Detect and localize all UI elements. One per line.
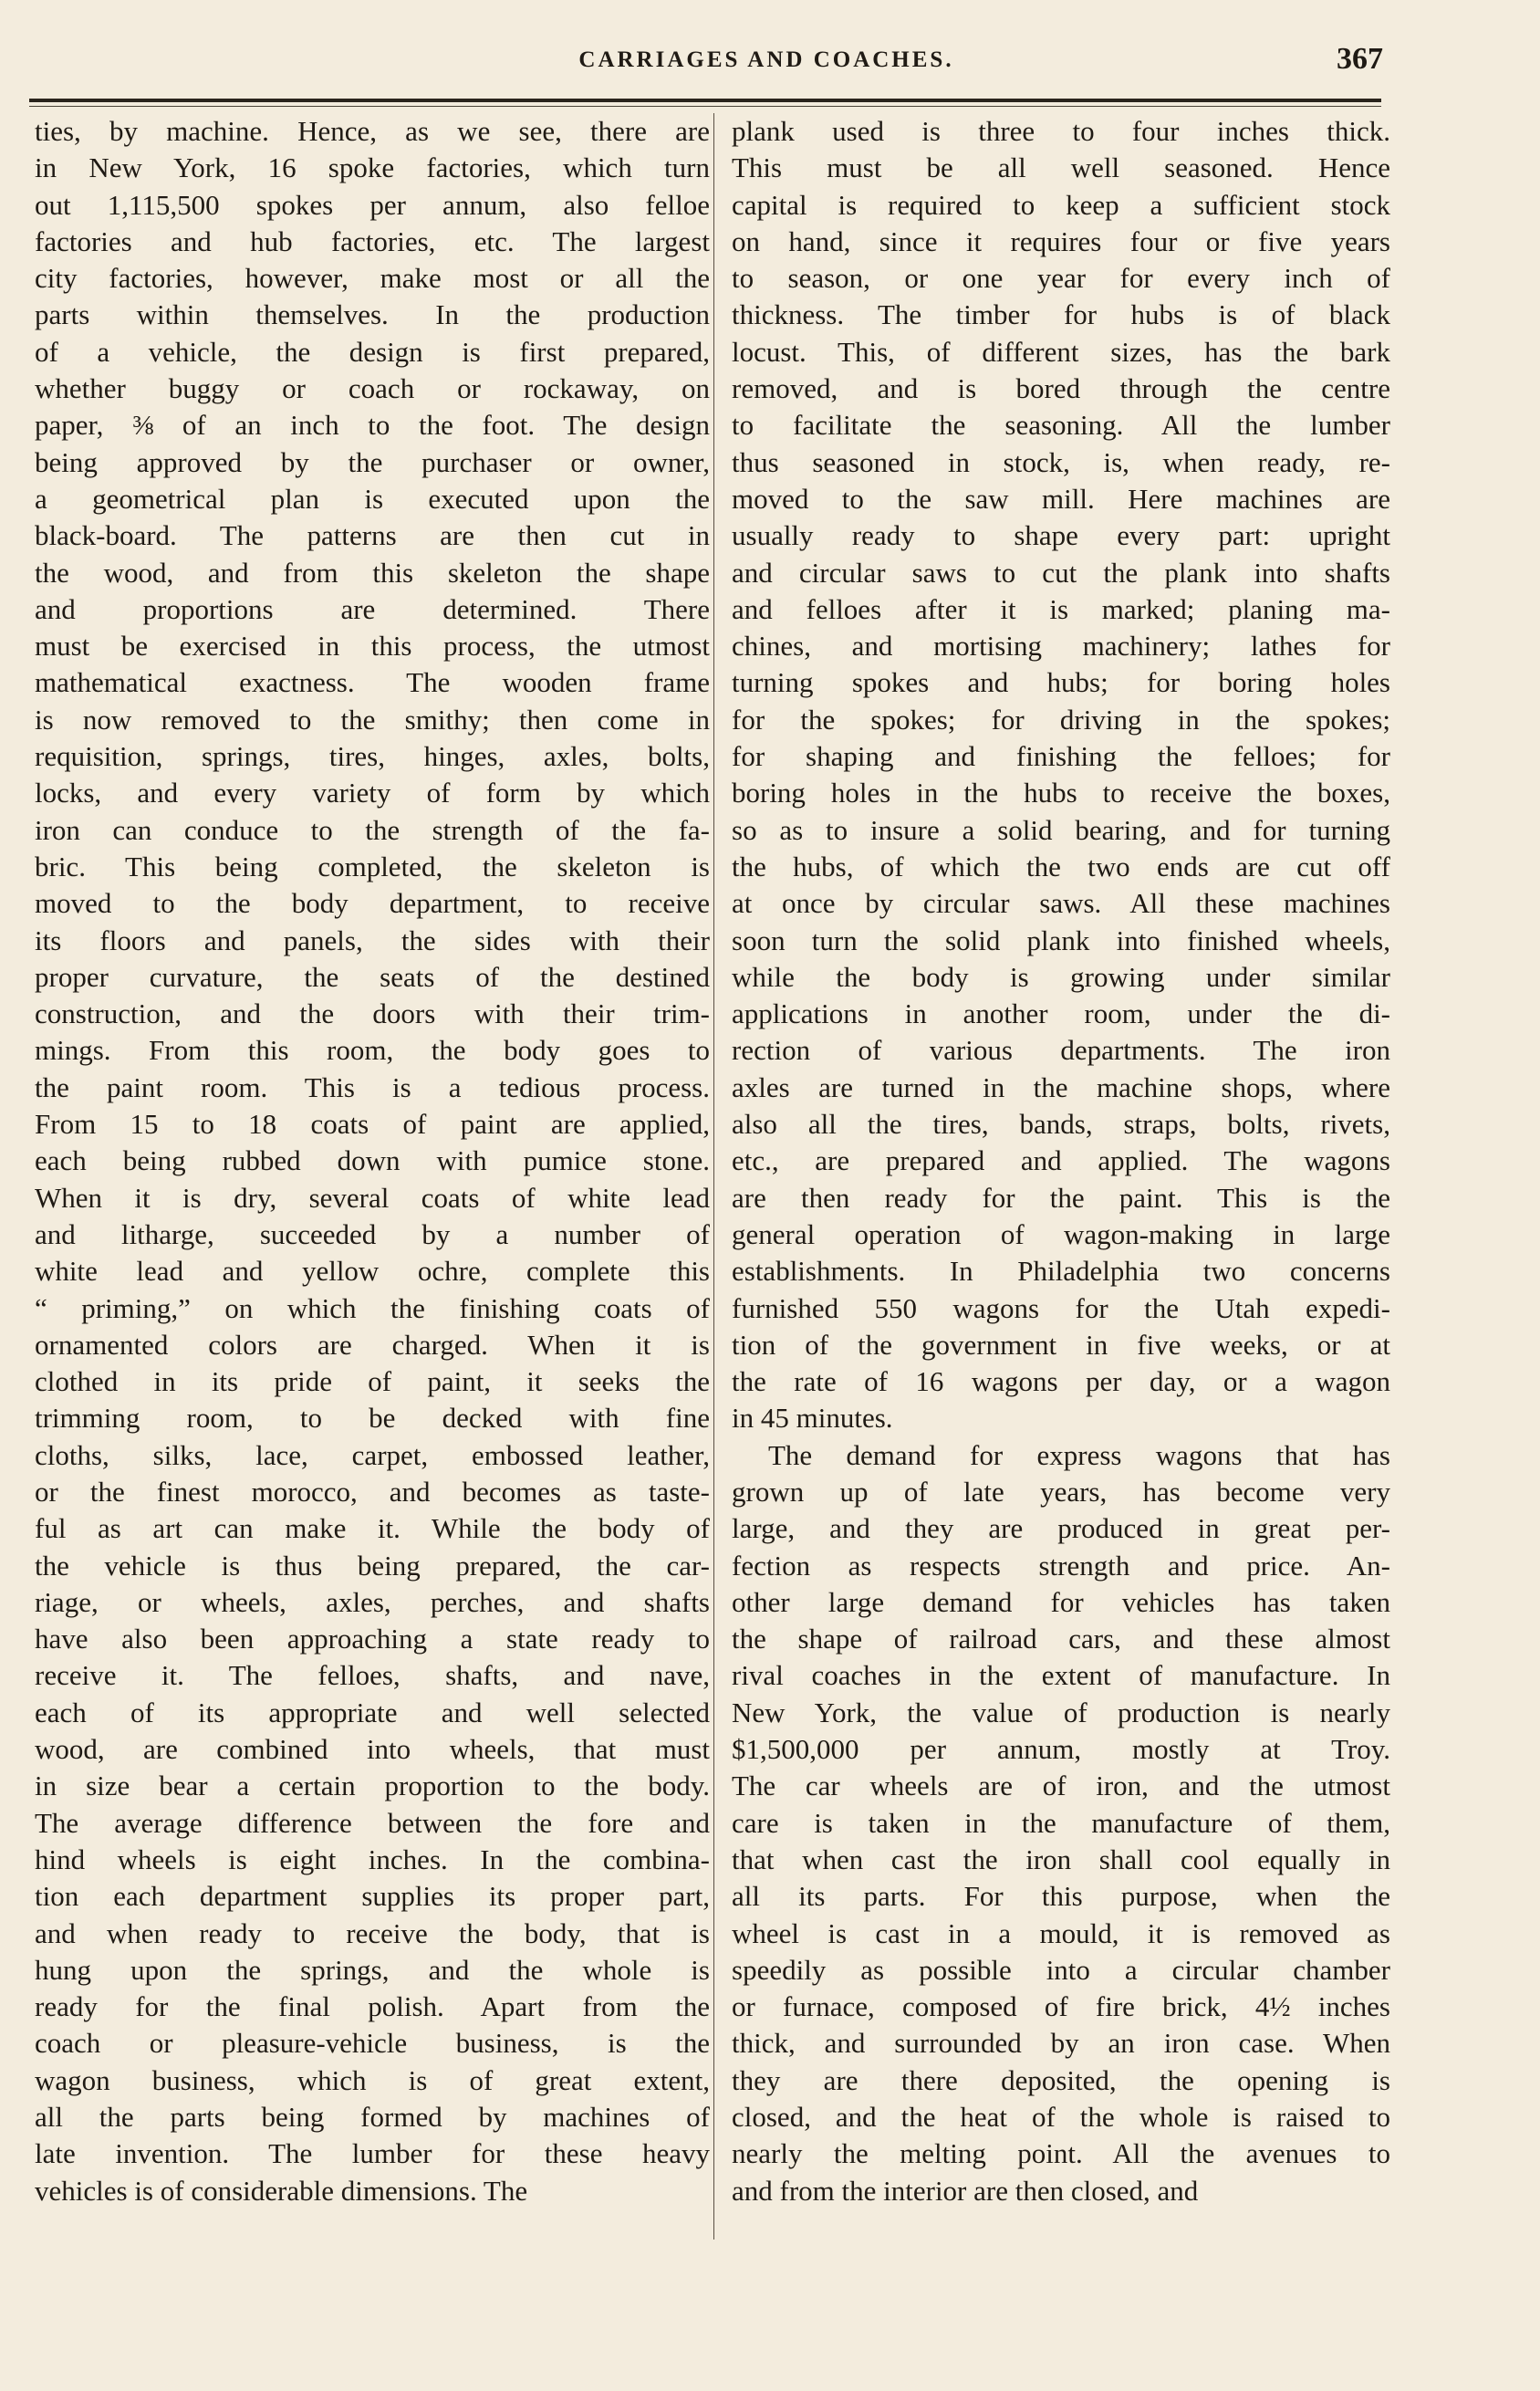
text-line: or the finest morocco, and becomes as taste- <box>35 1475 710 1508</box>
text-line: to facilitate the seasoning. All the lumber <box>732 409 1390 442</box>
text-line: vehicles is of considerable dimensions. The <box>35 2174 528 2207</box>
text-line: coach or pleasure-vehicle business, is the <box>35 2027 710 2060</box>
text-line: clothed in its pride of paint, it seeks the <box>35 1365 710 1398</box>
text-line: nearly the melting point. All the avenues to <box>732 2137 1390 2170</box>
text-line: large, and they are produced in great per- <box>732 1512 1390 1545</box>
text-line: out 1,115,500 spokes per annum, also felloe <box>35 188 710 221</box>
text-line: usually ready to shape every part: upright <box>732 519 1390 552</box>
text-line: wagon business, which is of great extent, <box>35 2063 710 2096</box>
page-number: 367 <box>1337 42 1383 76</box>
text-line: other large demand for vehicles has taken <box>732 1585 1390 1618</box>
text-line: furnished 550 wagons for the Utah expedi- <box>732 1291 1390 1324</box>
text-line: From 15 to 18 coats of paint are applied, <box>35 1108 710 1141</box>
text-line: cloths, silks, lace, carpet, embossed leather, <box>35 1438 710 1471</box>
text-line: ornamented colors are charged. When it is <box>35 1328 710 1361</box>
text-line: the shape of railroad cars, and these almost <box>732 1623 1390 1655</box>
text-line: tion each department supplies its proper part, <box>35 1880 710 1913</box>
text-line: $1,500,000 per annum, mostly at Troy. <box>732 1733 1390 1766</box>
text-line: bric. This being completed, the skeleton is <box>35 850 710 882</box>
text-line: for the spokes; for driving in the spokes; <box>732 703 1390 736</box>
text-line: parts within themselves. In the production <box>35 298 710 331</box>
text-line: the wood, and from this skeleton the shape <box>35 556 710 589</box>
text-line: ready for the final polish. Apart from the <box>35 1990 710 2023</box>
text-line: and litharge, succeeded by a number of <box>35 1217 710 1250</box>
text-line: of a vehicle, the design is first prepared, <box>35 335 710 368</box>
text-line: late invention. The lumber for these heavy <box>35 2137 710 2170</box>
text-line: so as to insure a solid bearing, and for turning <box>732 813 1390 846</box>
text-line: each being rubbed down with pumice stone. <box>35 1144 710 1177</box>
text-line: on hand, since it requires four or five years <box>732 224 1390 257</box>
text-line: paper, ⅜ of an inch to the foot. The design <box>35 409 710 442</box>
text-line: rival coaches in the extent of manufacture. In <box>732 1659 1390 1692</box>
text-line: they are there deposited, the opening is <box>732 2063 1390 2096</box>
text-line: removed, and is bored through the centre <box>732 372 1390 405</box>
text-line: and felloes after it is marked; planing ma- <box>732 592 1390 625</box>
text-line: locks, and every variety of form by which <box>35 777 710 809</box>
text-line: for shaping and finishing the felloes; for <box>732 740 1390 773</box>
text-line: are then ready for the paint. This is the <box>732 1181 1390 1214</box>
text-line: moved to the saw mill. Here machines are <box>732 482 1390 515</box>
text-line: and circular saws to cut the plank into shafts <box>732 556 1390 589</box>
right-text-column <box>732 113 1390 2240</box>
text-line: hind wheels is eight inches. In the combina- <box>35 1843 710 1875</box>
running-head: CARRIAGES AND COACHES. <box>578 47 954 72</box>
text-line: and proportions are determined. There <box>35 592 710 625</box>
text-line: moved to the body department, to receive <box>35 887 710 920</box>
text-line: rection of various departments. The iron <box>732 1034 1390 1067</box>
text-line: the rate of 16 wagons per day, or a wagon <box>732 1365 1390 1398</box>
text-line: or furnace, composed of fire brick, 4½ inches <box>732 1990 1390 2023</box>
text-line: is now removed to the smithy; then come in <box>35 703 710 736</box>
text-line: speedily as possible into a circular chamber <box>732 1953 1390 1986</box>
text-line: in 45 minutes. <box>732 1402 893 1435</box>
text-line: mathematical exactness. The wooden frame <box>35 666 710 699</box>
text-line: to season, or one year for every inch of <box>732 262 1390 295</box>
text-line: riage, or wheels, axles, perches, and shafts <box>35 1585 710 1618</box>
text-line: thus seasoned in stock, is, when ready, re- <box>732 445 1390 478</box>
text-line: care is taken in the manufacture of them, <box>732 1806 1390 1839</box>
text-line: must be exercised in this process, the utmost <box>35 630 710 663</box>
text-line: also all the tires, bands, straps, bolts, rivets, <box>732 1108 1390 1141</box>
header-rule <box>29 99 1381 102</box>
text-line: in size bear a certain proportion to the body. <box>35 1770 710 1802</box>
text-line: its floors and panels, the sides with their <box>35 924 710 956</box>
text-line: thickness. The timber for hubs is of black <box>732 298 1390 331</box>
text-line: boring holes in the hubs to receive the boxes, <box>732 777 1390 809</box>
text-line: soon turn the solid plank into finished wheels, <box>732 924 1390 956</box>
text-line: all the parts being formed by machines of <box>35 2101 710 2134</box>
text-line: establishments. In Philadelphia two concerns <box>732 1255 1390 1288</box>
text-line: This must be all well seasoned. Hence <box>732 151 1390 184</box>
text-line: wood, are combined into wheels, that must <box>35 1733 710 1766</box>
text-line: trimming room, to be decked with fine <box>35 1402 710 1435</box>
text-line: mings. From this room, the body goes to <box>35 1034 710 1067</box>
text-line: at once by circular saws. All these machines <box>732 887 1390 920</box>
text-line: iron can conduce to the strength of the fa- <box>35 813 710 846</box>
text-line: each of its appropriate and well selected <box>35 1696 710 1728</box>
text-line: “ priming,” on which the finishing coats of <box>35 1291 710 1324</box>
text-line: while the body is growing under similar <box>732 960 1390 993</box>
text-line: closed, and the heat of the whole is raised to <box>732 2101 1390 2134</box>
text-line: wheel is cast in a mould, it is removed as <box>732 1916 1390 1949</box>
text-line: applications in another room, under the di- <box>732 997 1390 1030</box>
text-line: ties, by machine. Hence, as we see, there are <box>35 115 710 147</box>
text-line: plank used is three to four inches thick. <box>732 115 1390 147</box>
text-line: etc., are prepared and applied. The wagons <box>732 1144 1390 1177</box>
text-line: a geometrical plan is executed upon the <box>35 482 710 515</box>
text-line: When it is dry, several coats of white lead <box>35 1181 710 1214</box>
text-line: New York, the value of production is nearly <box>732 1696 1390 1728</box>
text-line: The demand for express wagons that has <box>768 1438 1390 1471</box>
text-line: black-board. The patterns are then cut in <box>35 519 710 552</box>
text-line: factories and hub factories, etc. The largest <box>35 224 710 257</box>
text-line: tion of the government in five weeks, or at <box>732 1328 1390 1361</box>
text-line: in New York, 16 spoke factories, which turn <box>35 151 710 184</box>
text-line: grown up of late years, has become very <box>732 1475 1390 1508</box>
text-line: thick, and surrounded by an iron case. When <box>732 2027 1390 2060</box>
text-line: the vehicle is thus being prepared, the car- <box>35 1549 710 1582</box>
text-line: The car wheels are of iron, and the utmost <box>732 1770 1390 1802</box>
text-line: white lead and yellow ochre, complete this <box>35 1255 710 1288</box>
text-line: chines, and mortising machinery; lathes for <box>732 630 1390 663</box>
text-line: requisition, springs, tires, hinges, axles, bolts, <box>35 740 710 773</box>
text-line: ful as art can make it. While the body of <box>35 1512 710 1545</box>
text-line: and when ready to receive the body, that is <box>35 1916 710 1949</box>
text-line: all its parts. For this purpose, when the <box>732 1880 1390 1913</box>
text-line: and from the interior are then closed, and <box>732 2174 1199 2207</box>
text-line: that when cast the iron shall cool equally in <box>732 1843 1390 1875</box>
text-line: receive it. The felloes, shafts, and nave, <box>35 1659 710 1692</box>
text-line: hung upon the springs, and the whole is <box>35 1953 710 1986</box>
text-line: proper curvature, the seats of the destined <box>35 960 710 993</box>
text-line: have also been approaching a state ready to <box>35 1623 710 1655</box>
text-line: The average difference between the fore and <box>35 1806 710 1839</box>
text-line: city factories, however, make most or all the <box>35 262 710 295</box>
text-line: capital is required to keep a sufficient stock <box>732 188 1390 221</box>
text-line: turning spokes and hubs; for boring holes <box>732 666 1390 699</box>
text-line: being approved by the purchaser or owner, <box>35 445 710 478</box>
left-text-column <box>35 113 710 2240</box>
text-line: locust. This, of different sizes, has the bark <box>732 335 1390 368</box>
text-line: construction, and the doors with their trim- <box>35 997 710 1030</box>
text-line: the hubs, of which the two ends are cut off <box>732 850 1390 882</box>
text-line: axles are turned in the machine shops, where <box>732 1070 1390 1103</box>
text-line: whether buggy or coach or rockaway, on <box>35 372 710 405</box>
text-line: the paint room. This is a tedious process. <box>35 1070 710 1103</box>
column-divider <box>713 113 714 2240</box>
text-line: general operation of wagon-making in large <box>732 1217 1390 1250</box>
text-line: fection as respects strength and price. An- <box>732 1549 1390 1582</box>
